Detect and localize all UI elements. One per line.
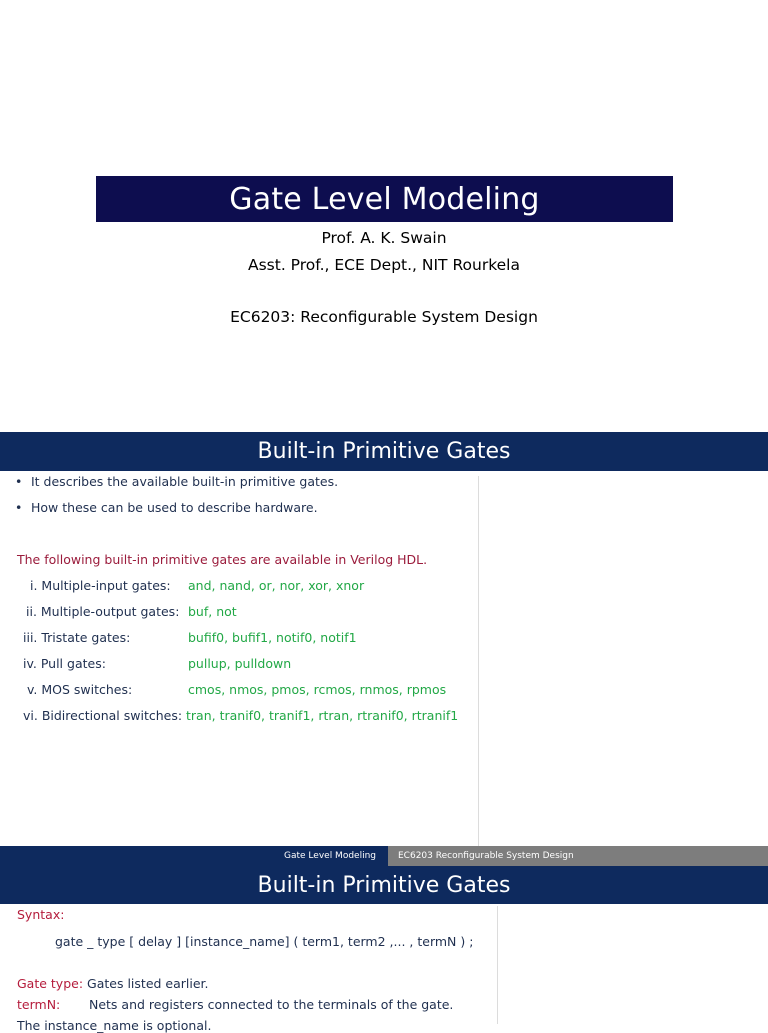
slide-header: Built-in Primitive Gates: [0, 866, 768, 904]
slide-footer: [0, 846, 768, 866]
course-name: EC6203: Reconfigurable System Design: [230, 308, 538, 326]
footer-course: EC6203 Reconfigurable System Design: [388, 846, 768, 866]
bullet-item: [15, 500, 318, 515]
footer-topic: Gate Level Modeling: [284, 851, 376, 861]
gate-category: iii. Tristate gates:: [23, 630, 131, 645]
gate-category: v. MOS switches:: [27, 682, 133, 697]
syntax-slide: [0, 846, 768, 1033]
termn-text: Nets and registers connected to the terminals of the gate.: [88, 997, 454, 1012]
gate-type-text: Gates listed earlier.: [87, 976, 209, 991]
gate-type-definition: [17, 976, 209, 991]
instance-note: The instance_name is optional.: [17, 1018, 212, 1033]
author-affiliation: Asst. Prof., ECE Dept., NIT Rourkela: [248, 256, 520, 274]
title-slide: [0, 0, 768, 432]
slide-divider: [478, 476, 479, 846]
gate-names: bufif0, bufif1, notif0, notif1: [188, 630, 357, 645]
author-name: Prof. A. K. Swain: [321, 229, 447, 247]
gate-category: ii. Multiple-output gates:: [26, 604, 180, 619]
gate-names: cmos, nmos, pmos, rcmos, rnmos, rpmos: [188, 682, 447, 697]
gate-names: buf, not: [188, 604, 237, 619]
syntax-label: Syntax:: [17, 907, 65, 922]
slide-divider: [497, 906, 498, 1024]
gate-category: iv. Pull gates:: [23, 656, 106, 671]
lead-text: The following built-in primitive gates are available in Verilog HDL.: [17, 552, 428, 567]
gate-names: and, nand, or, nor, xor, xnor: [188, 578, 365, 593]
bullet-text: It describes the available built-in primitive gates.: [31, 474, 339, 489]
gate-category: vi. Bidirectional switches:: [23, 708, 183, 723]
gate-names: tran, tranif0, tranif1, rtran, rtranif0, rtranif1: [186, 708, 459, 723]
bullet-text: How these can be used to describe hardware.: [31, 500, 318, 515]
primitive-gates-slide: [0, 432, 768, 846]
gate-type-label: Gate type:: [17, 976, 84, 991]
bullet-marker: •: [15, 474, 23, 489]
slide-title: Gate Level Modeling: [96, 176, 673, 222]
termn-label: termN:: [17, 997, 61, 1012]
gate-names: pullup, pulldown: [188, 656, 292, 671]
gate-category: i. Multiple-input gates:: [30, 578, 171, 593]
slide-header: Built-in Primitive Gates: [0, 432, 768, 471]
syntax-code: gate _ type [ delay ] [instance_name] ( term1, term2 ,... , termN ) ;: [55, 934, 474, 949]
bullet-item: [15, 474, 338, 489]
termn-definition: [17, 997, 453, 1012]
bullet-marker: •: [15, 500, 23, 515]
